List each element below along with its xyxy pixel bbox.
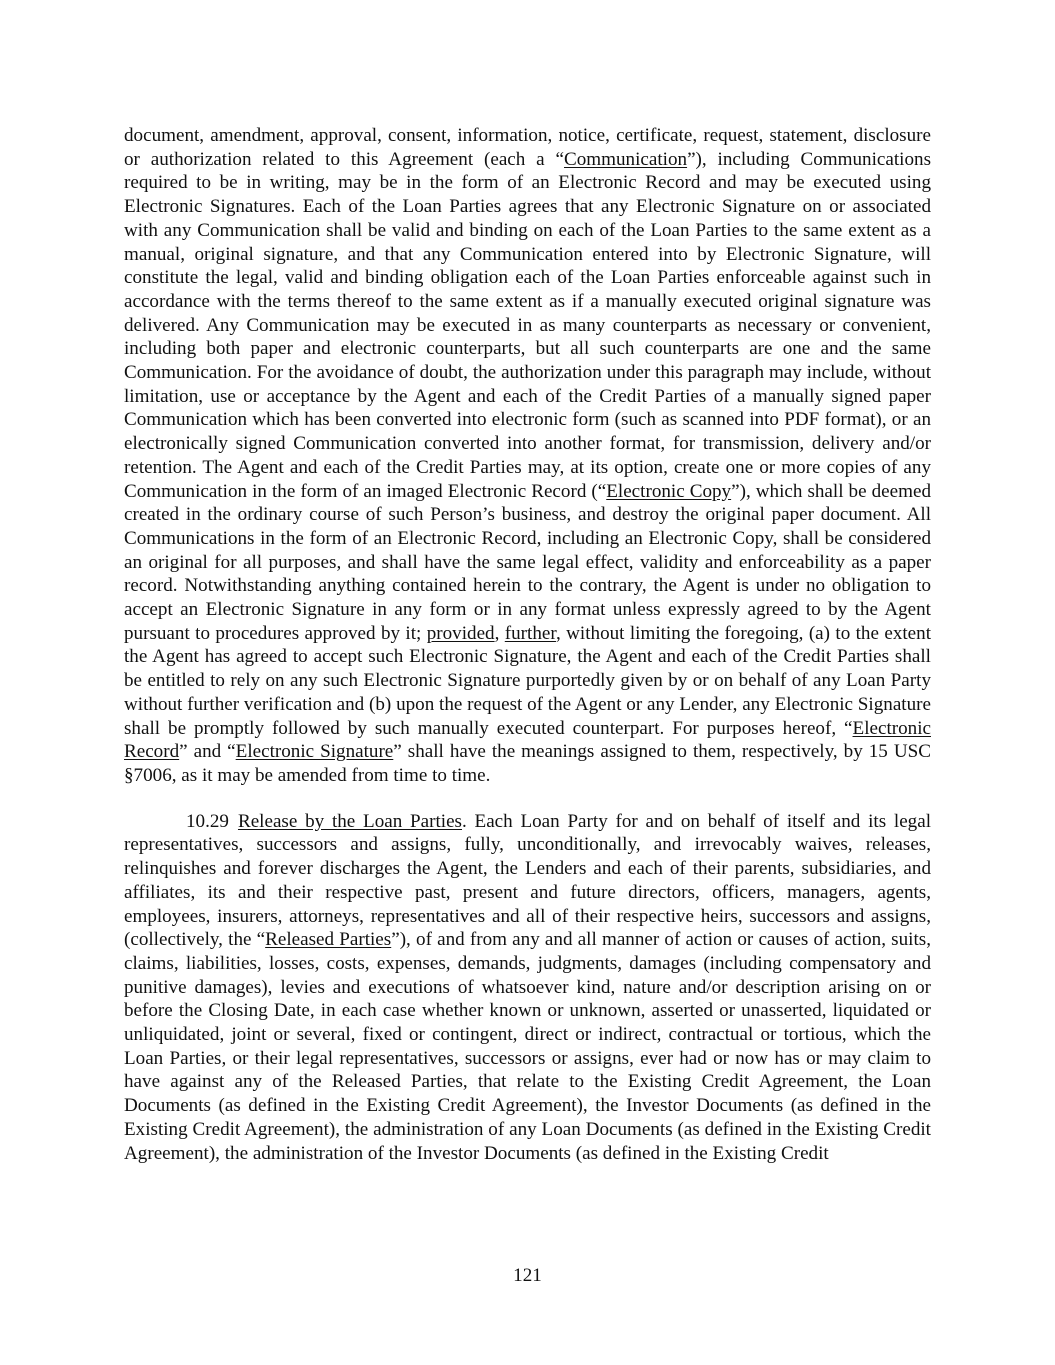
text-segment: , without limiting the foregoing, (a) to the extent the Agent has agreed to accept such Electronic Signature, the Agent and each of the Credit Parties shall be entitled to rely on any such Electronic Signature purportedly given by or on behalf of any Loan Party without further verification and (b) upon the request of the Agent or any Lender, any Electronic Signature shall be promptly followed by such manually executed counterpart. For purposes hereof, “ (124, 622, 931, 739)
section-number: 10.29 (186, 810, 229, 832)
section-heading: Release by the Loan Parties (237, 810, 462, 832)
text-segment: . Each Loan Party for and on behalf of itself and its legal representatives, successors and assigns, fully, unconditionally, and irrevocably waives, releases, relinquishes and forever discharges the Agent, the Lenders and each of their parents, subsidiaries, and affiliates, its and their respective past, present and future directors, officers, managers, agents, employees, insurers, attorneys, representatives and all of their respective heirs, successors and assigns, (collectively, the “ (124, 810, 931, 951)
term-provided: provided (426, 622, 495, 644)
text-segment: ” shall have the meanings assigned to them, respectively, by 15 USC §7006, as it may be amended from time to time. (124, 741, 931, 786)
text-segment: ” and “ (179, 741, 236, 763)
text-segment: document, amendment, approval, consent, information, notice, certificate, request, statement, disclosure or authorization related to this Agreement (each a “ (124, 125, 931, 170)
text-segment: , (494, 622, 505, 644)
defined-term-released-parties: Released Parties (265, 929, 392, 951)
text-segment: ”), including Communications required to be in writing, may be in the form of an Electronic Record and may be executed using Electronic Signatures. Each of the Loan Parties agrees that any Electronic Signature on or associated with any Communication shall be valid and binding on each of the Loan Parties to the same extent as a manual, original signature, and that any Communication entered into by Electronic Signature, will constitute the legal, valid and binding obligation each of the Loan Parties enforceable against such in accordance with the terms thereof to the same extent as if a manually executed original signature was delivered. Any Communication may be executed in as many counterparts as necessary or convenient, including both paper and electronic counterparts, but all such counterparts are one and the same Communication. For the avoidance of doubt, the authorization under this paragraph may include, without limitation, use or acceptance by the Agent and each of the Credit Parties of a manually signed paper Communication which has been converted into electronic form (such as scanned into PDF format), or an electronically signed Communication converted into another format, for transmission, delivery and/or retention. The Agent and each of the Credit Parties may, at its option, create one or more copies of any Communication in the form of an imaged Electronic Record (“ (124, 148, 931, 502)
defined-term-electronic-record: Electronic Record (124, 717, 931, 763)
defined-term-electronic-signature: Electronic Signature (235, 741, 394, 763)
document-page (124, 124, 931, 1165)
term-further: further (504, 622, 556, 644)
defined-term-communication: Communication (564, 148, 688, 170)
defined-term-electronic-copy: Electronic Copy (606, 480, 732, 502)
paragraph-electronic-signatures (124, 124, 931, 788)
paragraph-section-10-29 (124, 810, 931, 1166)
text-segment: ”), of and from any and all manner of action or causes of action, suits, claims, liabilities, losses, costs, expenses, demands, judgments, damages (including compensatory and punitive damages), levies and executions of whatsoever kind, nature and/or description arising on or before the Closing Date, in each case whether known or unknown, asserted or unasserted, liquidated or unliquidated, joint or several, fixed or contingent, direct or indirect, contractual or tortious, which the Loan Parties, or their legal representatives, successors or assigns, ever had or now has or may claim to have against any of the Released Parties, that relate to the Existing Credit Agreement, the Loan Documents (as defined in the Existing Credit Agreement), the Investor Documents (as defined in the Existing Credit Agreement), the administration of any Loan Documents (as defined in the Existing Credit Agreement), the administration of the Investor Documents (as defined in the Existing Credit (124, 929, 931, 1164)
text-segment: ”), which shall be deemed created in the ordinary course of such Person’s business, and destroy the original paper document. All Communications in the form of an Electronic Record, including an Electronic Copy, shall be considered an original for all purposes, and shall have the same legal effect, validity and enforceability as a paper record. Notwithstanding anything contained herein to the contrary, the Agent is under no obligation to accept an Electronic Signature in any form or in any format unless expressly agreed to by the Agent pursuant to procedures approved by it; (124, 480, 931, 644)
page-number: 121 (513, 1265, 542, 1286)
